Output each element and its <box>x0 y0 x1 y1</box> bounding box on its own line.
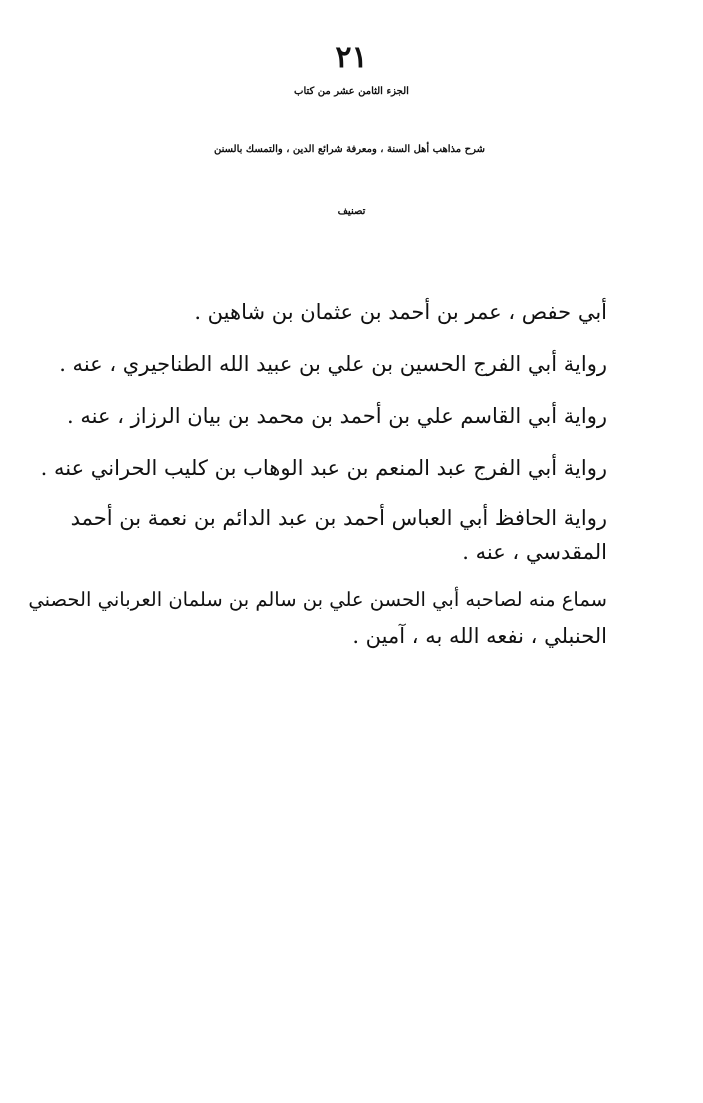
body-line-narration-2: رواية أبي القاسم علي بن أحمد بن محمد بن بيان الرزاز ، عنه . <box>67 404 607 428</box>
title-line-2: شرح مذاهب أهل السنة ، ومعرفة شرائع الدين ، والتمسك بالسنن <box>214 144 485 155</box>
page-number: ٢١ <box>335 40 368 75</box>
title-line-3: تصنيف <box>337 206 366 217</box>
title-line-1: الجزء الثامن عشر من كتاب <box>294 86 409 97</box>
body-line-narration-1: رواية أبي الفرج الحسين بن علي بن عبيد الله الطناجيري ، عنه . <box>59 352 607 376</box>
body-line-audition-continued: الحنبلي ، نفعه الله به ، آمين . <box>352 624 607 648</box>
body-line-audition: سماع منه لصاحبه أبي الحسن علي بن سالم بن سلمان العرباني الحصني <box>28 588 607 611</box>
body-line-narration-4-continued: المقدسي ، عنه . <box>462 540 607 564</box>
body-line-narration-3: رواية أبي الفرج عبد المنعم بن عبد الوهاب بن كليب الحراني عنه . <box>40 456 607 480</box>
body-line-narration-4: رواية الحافظ أبي العباس أحمد بن عبد الدائم بن نعمة بن أحمد <box>70 506 607 530</box>
body-line-author: أبي حفص ، عمر بن أحمد بن عثمان بن شاهين . <box>194 300 607 324</box>
